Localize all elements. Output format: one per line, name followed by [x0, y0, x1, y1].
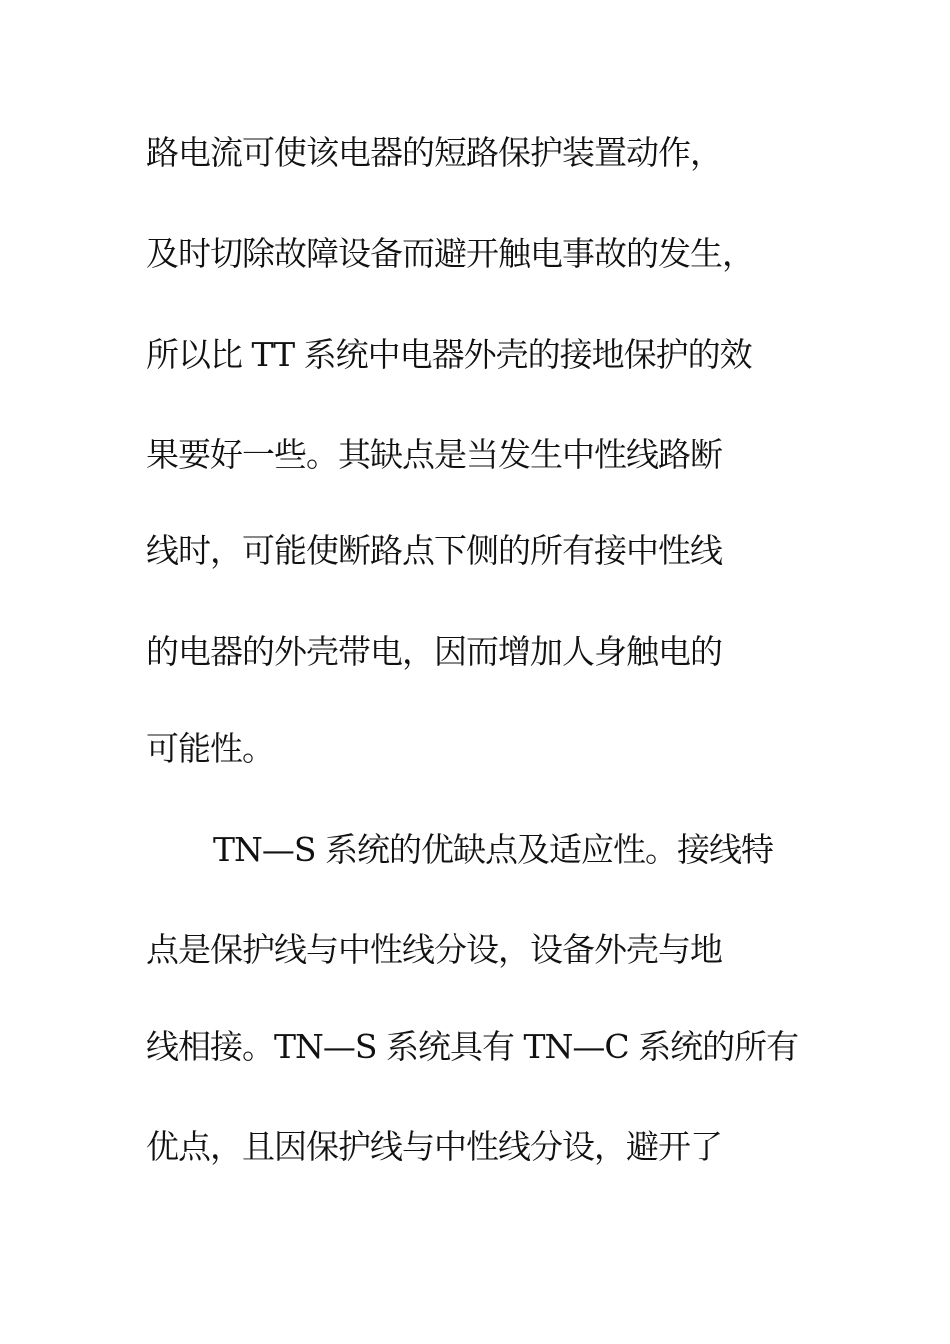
text-line: 的电器的外壳带电，因而增加人身触电的 [146, 632, 722, 671]
text-line: 线相接。TN—S 系统具有 TN—C 系统的所有 [146, 1027, 799, 1066]
text-line: 及时切除故障设备而避开触电事故的发生， [146, 234, 754, 273]
text-line: 果要好一些。其缺点是当发生中性线路断 [146, 435, 722, 474]
text-line: 点是保护线与中性线分设，设备外壳与地 [146, 930, 722, 969]
text-line: 线时，可能使断路点下侧的所有接中性线 [146, 531, 722, 570]
text-line: 优点，且因保护线与中性线分设，避开了 [146, 1127, 722, 1166]
paragraph-first-line: TN—S 系统的优缺点及适应性。接线特 [213, 830, 773, 869]
text-line: 所以比 TT 系统中电器外壳的接地保护的效 [146, 335, 752, 374]
text-line: 可能性。 [146, 729, 274, 768]
text-line: 路电流可使该电器的短路保护装置动作， [146, 133, 722, 172]
